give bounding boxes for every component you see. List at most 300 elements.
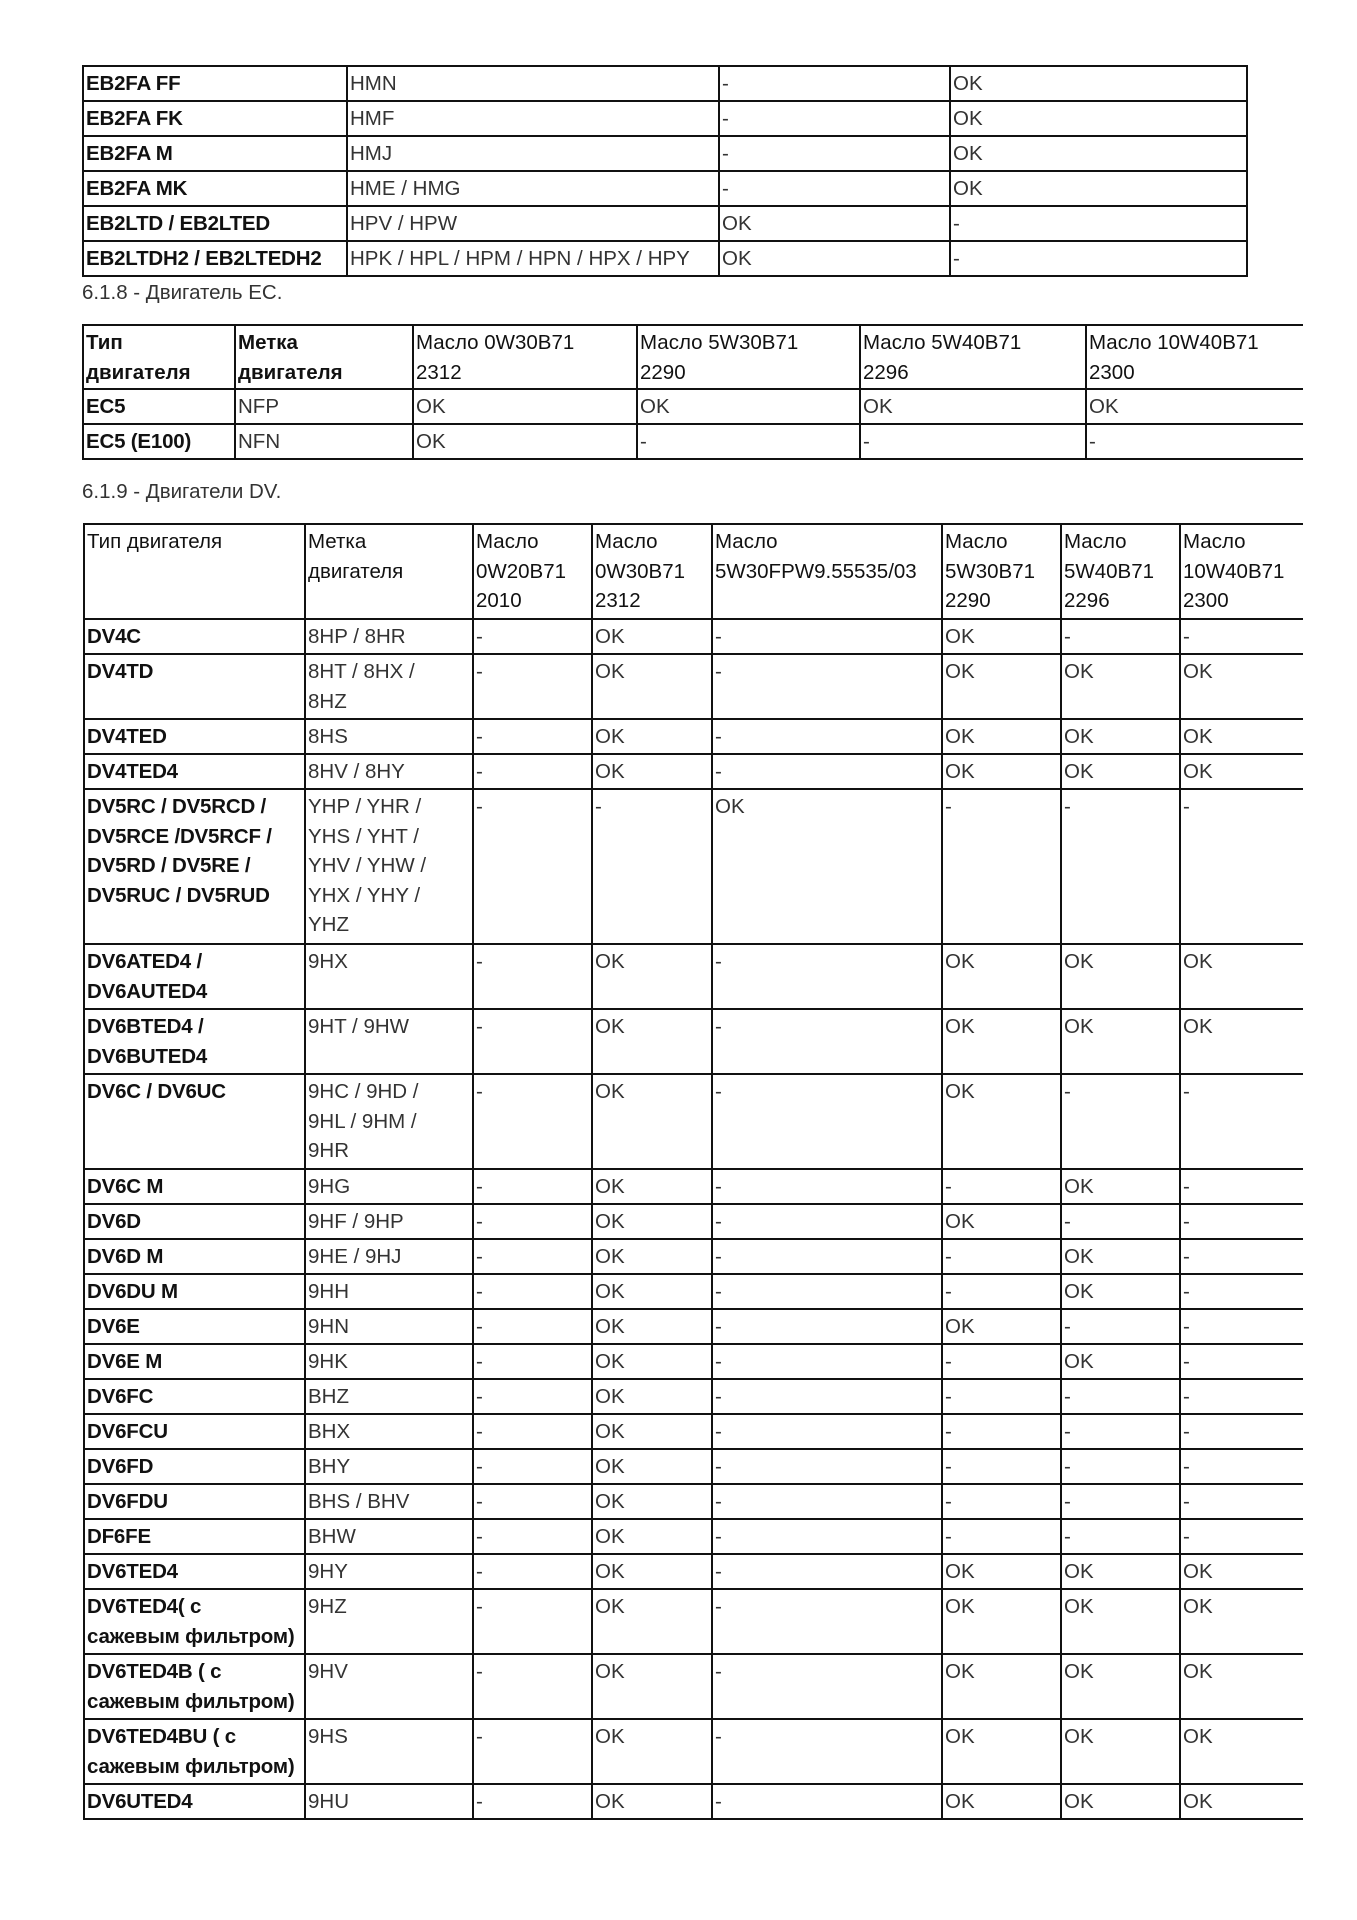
engine-code-cell — [305, 1009, 473, 1074]
oil-compat-cell: OK — [950, 136, 1247, 171]
column-header-line: двигателя — [86, 360, 191, 384]
engine-code-cell-line: 9HF / 9HP — [308, 1210, 404, 1233]
oil-compat-cell: OK — [942, 1009, 1061, 1074]
engine-type-cell — [84, 1169, 305, 1204]
engine-code-cell-line: 9HK — [308, 1350, 348, 1373]
oil-compat-cell: - — [637, 424, 860, 459]
column-header — [305, 524, 473, 619]
oil-compat-cell: - — [942, 1519, 1061, 1554]
engine-type-cell-line: DV6AUTED4 — [87, 979, 208, 1003]
oil-compat-cell: - — [473, 1344, 592, 1379]
engine-type-cell-line: DV6E — [87, 1315, 140, 1338]
table-header-row — [84, 524, 1303, 619]
table-row — [84, 1204, 1303, 1239]
column-header — [860, 325, 1086, 389]
engine-code-cell: HPK / HPL / HPM / HPN / HPX / HPY — [347, 241, 719, 276]
column-header-line: 2010 — [476, 589, 522, 612]
oil-compat-cell: OK — [413, 424, 637, 459]
oil-compat-cell: - — [1180, 1309, 1303, 1344]
column-header — [637, 325, 860, 389]
oil-compat-cell: - — [473, 1009, 592, 1074]
engine-code-cell — [305, 789, 473, 944]
oil-compat-cell: OK — [942, 719, 1061, 754]
oil-compat-cell: - — [473, 944, 592, 1009]
engine-code-cell-line: YHV / YHW / — [308, 854, 427, 877]
oil-compat-cell: - — [712, 1414, 942, 1449]
oil-compat-cell: - — [1061, 1414, 1180, 1449]
table-row — [84, 1379, 1303, 1414]
oil-compat-cell: - — [1180, 1379, 1303, 1414]
column-header-line: 2312 — [595, 589, 641, 612]
oil-compat-cell: - — [942, 1379, 1061, 1414]
oil-compat-cell: - — [950, 206, 1247, 241]
oil-compat-cell: - — [1061, 789, 1180, 944]
column-header-line: Масло — [595, 530, 658, 553]
oil-compat-cell: OK — [1180, 719, 1303, 754]
oil-compat-cell: - — [942, 1344, 1061, 1379]
engine-code-cell — [305, 1239, 473, 1274]
engine-type-cell: EC5 — [83, 389, 235, 424]
engine-code-cell — [305, 1554, 473, 1589]
oil-compat-cell: OK — [942, 944, 1061, 1009]
engine-type-cell — [84, 619, 305, 654]
oil-compat-cell: OK — [592, 1484, 712, 1519]
oil-compat-cell: - — [1061, 1204, 1180, 1239]
column-header — [1061, 524, 1180, 619]
table-row — [84, 1309, 1303, 1344]
oil-compat-cell: - — [473, 754, 592, 789]
oil-compat-cell: - — [1180, 1239, 1303, 1274]
oil-compat-cell: - — [473, 654, 592, 719]
engine-type-cell: EB2LTDH2 / EB2LTEDH2 — [83, 241, 347, 276]
engine-code-cell: HMN — [347, 66, 719, 101]
engine-type-cell — [84, 789, 305, 944]
oil-compat-cell: - — [1061, 1519, 1180, 1554]
table-row — [84, 1784, 1303, 1819]
engine-type-cell-line: DV4TD — [87, 660, 154, 683]
oil-compat-cell: - — [950, 241, 1247, 276]
oil-compat-cell: OK — [592, 1239, 712, 1274]
engine-code-cell: NFP — [235, 389, 413, 424]
eb-engines-table — [82, 65, 1248, 277]
oil-compat-cell: OK — [1061, 1654, 1180, 1719]
oil-compat-cell: - — [1180, 1169, 1303, 1204]
engine-type-cell-line: DV6E M — [87, 1350, 163, 1373]
oil-compat-cell: - — [1061, 1074, 1180, 1169]
oil-compat-cell: OK — [1061, 1344, 1180, 1379]
engine-code-cell — [305, 944, 473, 1009]
table-row — [84, 1554, 1303, 1589]
engine-type-cell-line: DV6FC — [87, 1385, 154, 1408]
engine-code-cell-line: 9HT / 9HW — [308, 1015, 409, 1038]
table-row — [84, 1074, 1303, 1169]
column-header-line: 2300 — [1183, 589, 1229, 612]
oil-compat-cell: - — [473, 1519, 592, 1554]
oil-compat-cell: - — [942, 1274, 1061, 1309]
oil-compat-cell: - — [1061, 1309, 1180, 1344]
oil-compat-cell: OK — [1061, 754, 1180, 789]
oil-compat-cell: - — [719, 171, 950, 206]
engine-type-cell — [84, 1239, 305, 1274]
engine-type-cell-line: DV6TED4( с — [87, 1595, 202, 1618]
oil-compat-cell: OK — [942, 619, 1061, 654]
engine-code-cell — [305, 1309, 473, 1344]
engine-type-cell — [84, 654, 305, 719]
column-header-line: 5W30FPW9.55535/03 — [715, 559, 917, 583]
oil-compat-cell: - — [942, 789, 1061, 944]
oil-compat-cell: - — [712, 1554, 942, 1589]
engine-code-cell-line: 9HN — [308, 1315, 350, 1338]
oil-compat-cell: - — [719, 66, 950, 101]
oil-compat-cell: OK — [942, 1719, 1061, 1784]
engine-type-cell-line: DV5RD / DV5RE / — [87, 854, 251, 877]
oil-compat-cell: OK — [1061, 1239, 1180, 1274]
engine-code-cell — [305, 719, 473, 754]
table-row — [83, 241, 1247, 276]
oil-compat-cell: OK — [592, 1519, 712, 1554]
oil-compat-cell: OK — [1061, 1719, 1180, 1784]
dv-engines-table — [83, 523, 1303, 1820]
engine-code-cell — [305, 1484, 473, 1519]
oil-compat-cell: OK — [860, 389, 1086, 424]
engine-type-cell-line: DV6FD — [87, 1455, 154, 1478]
oil-compat-cell: OK — [1061, 944, 1180, 1009]
oil-compat-cell: OK — [592, 1344, 712, 1379]
oil-compat-cell: OK — [592, 1274, 712, 1309]
column-header-line: 5W40B71 — [1064, 559, 1155, 583]
engine-type-cell: EB2FA FK — [83, 101, 347, 136]
oil-compat-cell: - — [473, 1379, 592, 1414]
engine-code-cell-line: YHX / YHY / — [308, 883, 421, 907]
oil-compat-cell: - — [473, 1484, 592, 1519]
oil-compat-cell: - — [473, 1719, 592, 1784]
oil-compat-cell: - — [473, 619, 592, 654]
engine-code-cell-line: 8HV / 8HY — [308, 760, 405, 783]
oil-compat-cell: OK — [942, 654, 1061, 719]
oil-compat-cell: OK — [942, 1654, 1061, 1719]
ec-engines-table — [82, 324, 1303, 460]
column-header — [473, 524, 592, 619]
oil-compat-cell: OK — [592, 1309, 712, 1344]
oil-compat-cell: - — [712, 1204, 942, 1239]
oil-compat-cell: OK — [1061, 1009, 1180, 1074]
oil-compat-cell: OK — [592, 1414, 712, 1449]
table-row — [83, 66, 1247, 101]
engine-code-cell — [305, 1719, 473, 1784]
oil-compat-cell: OK — [712, 789, 942, 944]
oil-compat-cell: - — [1061, 1449, 1180, 1484]
engine-code-cell: HMJ — [347, 136, 719, 171]
table-row — [84, 1169, 1303, 1204]
table-row — [84, 1719, 1303, 1784]
oil-compat-cell: - — [473, 1784, 592, 1819]
engine-type-cell — [84, 1009, 305, 1074]
oil-compat-cell: OK — [1061, 719, 1180, 754]
oil-compat-cell: OK — [1180, 754, 1303, 789]
engine-type-cell-line: DV6D M — [87, 1245, 164, 1268]
oil-compat-cell: OK — [592, 1379, 712, 1414]
oil-compat-cell: OK — [950, 66, 1247, 101]
engine-code-cell — [305, 1784, 473, 1819]
column-header-line: Метка — [238, 331, 298, 354]
table-row — [84, 1484, 1303, 1519]
oil-compat-cell: OK — [637, 389, 860, 424]
oil-compat-cell: - — [942, 1169, 1061, 1204]
column-header-line: Масло 10W40B71 — [1089, 331, 1259, 354]
table-row — [84, 654, 1303, 719]
column-header — [1180, 524, 1303, 619]
oil-compat-cell: - — [592, 789, 712, 944]
oil-compat-cell: - — [860, 424, 1086, 459]
engine-type-cell — [84, 1414, 305, 1449]
column-header-line: 2296 — [1064, 589, 1110, 612]
column-header — [413, 325, 637, 389]
engine-code-cell-line: 9HC / 9HD / — [308, 1080, 419, 1103]
engine-type-cell-line: сажевым фильтром) — [87, 1754, 295, 1778]
engine-code-cell-line: BHY — [308, 1455, 351, 1478]
oil-compat-cell: - — [1061, 1379, 1180, 1414]
oil-compat-cell: OK — [950, 171, 1247, 206]
oil-compat-cell: - — [1061, 619, 1180, 654]
oil-compat-cell: - — [473, 719, 592, 754]
oil-compat-cell: OK — [942, 754, 1061, 789]
engine-type-cell — [84, 1484, 305, 1519]
engine-type-cell — [84, 1784, 305, 1819]
table-row — [84, 1589, 1303, 1654]
table-row — [84, 754, 1303, 789]
oil-compat-cell: - — [1180, 1414, 1303, 1449]
oil-compat-cell: - — [712, 1379, 942, 1414]
column-header-line: Тип — [86, 331, 123, 354]
column-header-line: 2296 — [863, 360, 909, 384]
oil-compat-cell: - — [712, 944, 942, 1009]
oil-compat-cell: - — [719, 136, 950, 171]
oil-compat-cell: - — [712, 1009, 942, 1074]
column-header-line: 0W20B71 — [476, 559, 567, 583]
oil-compat-cell: OK — [592, 654, 712, 719]
oil-compat-cell: OK — [592, 1074, 712, 1169]
engine-code-cell-line: 9HG — [308, 1175, 351, 1198]
oil-compat-cell: OK — [719, 206, 950, 241]
column-header-line: Масло — [1064, 530, 1127, 553]
oil-compat-cell: - — [712, 1074, 942, 1169]
engine-type-cell-line: DV6FDU — [87, 1490, 168, 1513]
oil-compat-cell: - — [942, 1239, 1061, 1274]
oil-compat-cell: - — [1180, 1204, 1303, 1239]
oil-compat-cell: OK — [942, 1204, 1061, 1239]
engine-type-cell — [84, 1449, 305, 1484]
column-header-line: 2290 — [945, 589, 991, 612]
engine-type-cell — [84, 944, 305, 1009]
oil-compat-cell: - — [473, 789, 592, 944]
engine-code-cell — [305, 619, 473, 654]
oil-compat-cell: OK — [592, 1204, 712, 1239]
engine-type-cell-line: DV4TED — [87, 725, 167, 748]
oil-compat-cell: OK — [1061, 1784, 1180, 1819]
engine-code-cell-line: 9HZ — [308, 1595, 347, 1618]
engine-code-cell — [305, 1204, 473, 1239]
engine-type-cell-line: DV4TED4 — [87, 760, 178, 783]
engine-type-cell — [84, 1519, 305, 1554]
oil-compat-cell: OK — [592, 619, 712, 654]
column-header-line: 2300 — [1089, 360, 1135, 384]
table-row — [83, 136, 1247, 171]
column-header — [942, 524, 1061, 619]
oil-compat-cell: - — [473, 1589, 592, 1654]
oil-compat-cell: - — [1180, 1519, 1303, 1554]
engine-type-cell-line: DV6C M — [87, 1175, 164, 1198]
oil-compat-cell: OK — [592, 1009, 712, 1074]
oil-compat-cell: OK — [592, 1719, 712, 1784]
table-row — [83, 389, 1303, 424]
column-header-line: 5W30B71 — [945, 559, 1036, 583]
table-row — [84, 789, 1303, 944]
oil-compat-cell: OK — [1061, 654, 1180, 719]
oil-compat-cell: OK — [592, 1654, 712, 1719]
oil-compat-cell: - — [1180, 1344, 1303, 1379]
oil-compat-cell: - — [712, 1449, 942, 1484]
engine-type-cell-line: DV6TED4BU ( с — [87, 1725, 236, 1748]
column-header-line: Тип двигателя — [87, 530, 223, 553]
oil-compat-cell: OK — [592, 1589, 712, 1654]
engine-code-cell-line: 8HP / 8HR — [308, 625, 406, 648]
oil-compat-cell: - — [712, 1239, 942, 1274]
section-caption-ec: 6.1.8 - Двигатель EC. — [82, 281, 283, 304]
column-header-line: Масло — [715, 530, 778, 553]
engine-code-cell-line: 8HT / 8HX / — [308, 660, 415, 683]
oil-compat-cell: - — [712, 1344, 942, 1379]
column-header — [1086, 325, 1303, 389]
oil-compat-cell: - — [712, 1784, 942, 1819]
engine-type-cell-line: DV6C / DV6UC — [87, 1080, 226, 1103]
oil-compat-cell: - — [473, 1074, 592, 1169]
engine-code-cell — [305, 754, 473, 789]
table-row — [84, 1449, 1303, 1484]
engine-type-cell-line: сажевым фильтром) — [87, 1624, 295, 1648]
oil-compat-cell: - — [473, 1554, 592, 1589]
oil-compat-cell: - — [942, 1484, 1061, 1519]
engine-code-cell-line: BHX — [308, 1420, 351, 1443]
engine-code-cell — [305, 1414, 473, 1449]
engine-code-cell-line: YHS / YHT / — [308, 824, 419, 848]
oil-compat-cell: OK — [592, 1169, 712, 1204]
table-row — [83, 424, 1303, 459]
engine-type-cell-line: DV5RUC / DV5RUD — [87, 883, 270, 907]
engine-code-cell — [305, 1344, 473, 1379]
oil-compat-cell: OK — [413, 389, 637, 424]
engine-code-cell-line: 8HS — [308, 725, 348, 748]
engine-code-cell-line: 9HH — [308, 1280, 350, 1303]
oil-compat-cell: - — [1180, 1449, 1303, 1484]
engine-code-cell-line: 9HE / 9HJ — [308, 1245, 402, 1268]
engine-type-cell: EB2LTD / EB2LTED — [83, 206, 347, 241]
oil-compat-cell: - — [712, 754, 942, 789]
oil-compat-cell: - — [473, 1204, 592, 1239]
oil-compat-cell: OK — [942, 1309, 1061, 1344]
table-row — [84, 1344, 1303, 1379]
engine-type-cell: EB2FA MK — [83, 171, 347, 206]
column-header-line: 2290 — [640, 360, 686, 384]
engine-type-cell — [84, 1654, 305, 1719]
engine-code-cell-line: 9HV — [308, 1660, 348, 1683]
engine-code-cell-line: BHS / BHV — [308, 1490, 410, 1513]
table-row — [84, 619, 1303, 654]
oil-compat-cell: OK — [1061, 1169, 1180, 1204]
oil-compat-cell: - — [473, 1449, 592, 1484]
oil-compat-cell: - — [473, 1274, 592, 1309]
table-row — [83, 101, 1247, 136]
engine-code-cell: HMF — [347, 101, 719, 136]
oil-compat-cell: - — [1061, 1484, 1180, 1519]
column-header-line: Масло 0W30B71 — [416, 331, 575, 354]
engine-type-cell-line: DV5RCE /DV5RCF / — [87, 824, 272, 848]
oil-compat-cell: OK — [1180, 1784, 1303, 1819]
engine-type-cell-line: DV6UTED4 — [87, 1790, 193, 1813]
oil-compat-cell: OK — [592, 944, 712, 1009]
column-header-line: Масло — [1183, 530, 1246, 553]
oil-compat-cell: - — [473, 1309, 592, 1344]
engine-code-cell-line: YHP / YHR / — [308, 795, 422, 818]
oil-compat-cell: - — [942, 1414, 1061, 1449]
engine-code-cell-line: 8HZ — [308, 689, 347, 713]
table-header-row — [83, 325, 1303, 389]
oil-compat-cell: OK — [1180, 1589, 1303, 1654]
table-row — [84, 1414, 1303, 1449]
oil-compat-cell: OK — [1061, 1274, 1180, 1309]
engine-type-cell-line: DV4C — [87, 625, 141, 648]
oil-compat-cell: - — [712, 1719, 942, 1784]
oil-compat-cell: OK — [1180, 1719, 1303, 1784]
table-row — [83, 171, 1247, 206]
oil-compat-cell: - — [712, 1589, 942, 1654]
oil-compat-cell: OK — [592, 1554, 712, 1589]
engine-type-cell-line: DV6TED4 — [87, 1560, 178, 1583]
column-header-line: 0W30B71 — [595, 559, 686, 583]
engine-type-cell — [84, 1589, 305, 1654]
oil-compat-cell: OK — [1180, 654, 1303, 719]
oil-compat-cell: OK — [1086, 389, 1303, 424]
oil-compat-cell: - — [712, 1169, 942, 1204]
oil-compat-cell: - — [1086, 424, 1303, 459]
oil-compat-cell: - — [1180, 789, 1303, 944]
table-row — [84, 1654, 1303, 1719]
column-header-line: двигателя — [238, 360, 343, 384]
engine-type-cell — [84, 1074, 305, 1169]
oil-compat-cell: - — [942, 1449, 1061, 1484]
column-header-line: двигателя — [308, 559, 404, 583]
oil-compat-cell: - — [473, 1654, 592, 1719]
oil-compat-cell: - — [473, 1414, 592, 1449]
engine-code-cell-line: 9HL / 9HM / — [308, 1109, 417, 1133]
oil-compat-cell: - — [712, 1309, 942, 1344]
oil-compat-cell: OK — [950, 101, 1247, 136]
engine-code-cell-line: BHW — [308, 1525, 356, 1548]
engine-type-cell-line: сажевым фильтром) — [87, 1689, 295, 1713]
column-header-line: Метка — [308, 530, 367, 553]
column-header-line: Масло 5W30B71 — [640, 331, 799, 354]
oil-compat-cell: - — [1180, 619, 1303, 654]
column-header — [84, 524, 305, 619]
engine-code-cell: HME / HMG — [347, 171, 719, 206]
oil-compat-cell: - — [1180, 1274, 1303, 1309]
engine-type-cell-line: DV6D — [87, 1210, 141, 1233]
engine-type-cell — [84, 1719, 305, 1784]
oil-compat-cell: - — [712, 1484, 942, 1519]
engine-type-cell-line: DV6BTED4 / — [87, 1015, 204, 1038]
engine-code-cell-line: 9HX — [308, 950, 348, 973]
column-header — [712, 524, 942, 619]
table-row — [84, 1274, 1303, 1309]
